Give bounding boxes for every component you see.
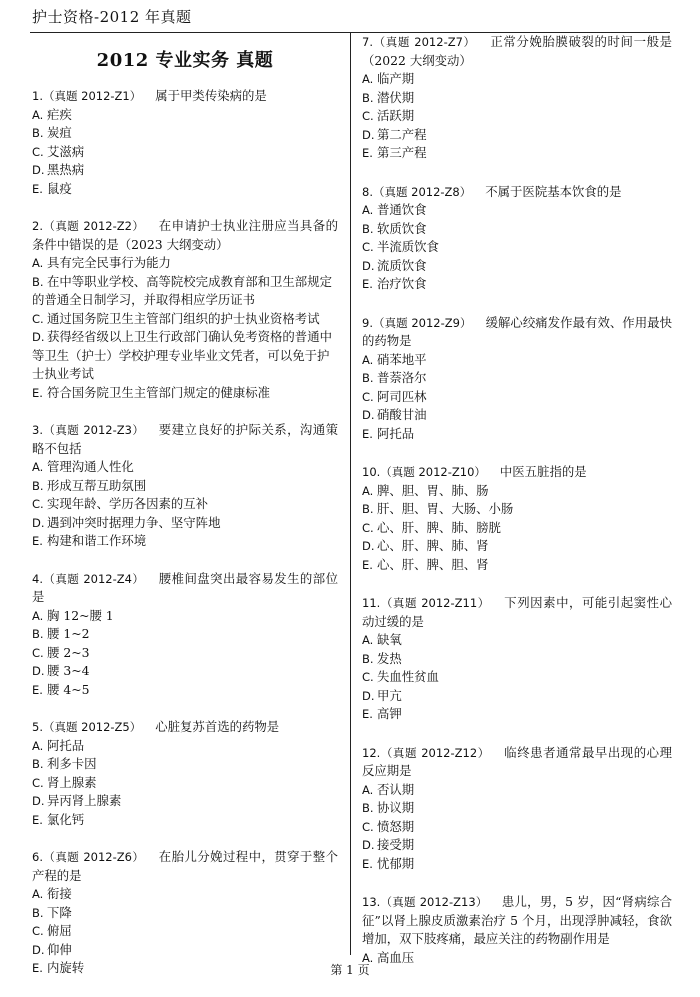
question-text: 缓解心绞痛发作最有效、作用最快的药物是 — [362, 314, 672, 348]
question-source: （真题 2012-Z12） — [380, 745, 490, 760]
option-letter: D. — [32, 794, 45, 808]
question-stem — [362, 183, 672, 202]
question-source: （真题 2012-Z7） — [372, 35, 476, 49]
answer-option — [362, 781, 672, 800]
question-source: （真题 2012-Z9） — [372, 315, 472, 330]
question-text: 临终患者通常最早出现的心理反应期是 — [362, 744, 672, 778]
option-letter: D. — [32, 330, 45, 344]
question-number: 3. — [32, 423, 43, 437]
question-number: 2. — [32, 219, 43, 233]
option-text: 腰 4~5 — [47, 681, 90, 697]
question-stem — [32, 217, 338, 254]
answer-option — [362, 705, 672, 724]
answer-option — [32, 737, 338, 756]
option-letter: D. — [32, 163, 45, 177]
answer-option — [362, 537, 672, 556]
option-text: 腰 3~4 — [47, 663, 90, 678]
answer-option — [362, 201, 672, 220]
option-letter: B. — [32, 126, 44, 140]
option-text: 下降 — [47, 904, 72, 920]
option-letter: E. — [32, 181, 43, 196]
answer-option — [362, 836, 672, 855]
question-text: 心脏复苏首选的药物是 — [155, 719, 280, 734]
question-number: 7. — [362, 35, 373, 49]
answer-option — [362, 369, 672, 388]
answer-option — [362, 107, 672, 126]
question-source: （真题 2012-Z1） — [42, 89, 142, 103]
answer-option — [362, 855, 672, 874]
page-footer: 第 1 页 — [330, 963, 370, 977]
option-text: 异丙肾上腺素 — [47, 793, 122, 808]
option-text: 普萘洛尔 — [377, 370, 427, 385]
option-text: 缺氧 — [377, 632, 402, 647]
question-number: 13. — [362, 895, 381, 909]
option-letter: E. — [32, 682, 43, 697]
question-source: （真题 2012-Z3） — [42, 423, 145, 437]
answer-option — [32, 792, 338, 811]
option-text: 普通饮食 — [377, 202, 427, 217]
option-letter: E. — [362, 277, 373, 291]
option-letter: C. — [32, 645, 44, 660]
answer-option — [32, 495, 338, 514]
answer-option — [32, 310, 338, 329]
option-letter: B. — [32, 478, 44, 493]
question-number: 8. — [362, 184, 373, 199]
option-letter: C. — [362, 240, 374, 254]
option-text: 发热 — [377, 650, 402, 666]
option-letter: E. — [362, 146, 373, 160]
option-text: 流质饮食 — [377, 257, 427, 273]
option-text: 阿司匹林 — [377, 388, 427, 404]
option-text: 阿托品 — [47, 737, 85, 753]
option-text: 否认期 — [377, 781, 415, 797]
option-letter: C. — [362, 819, 374, 834]
option-text: 在中等职业学校、高等院校完成教育部和卫生部规定的普通全日制学习，并取得相应学历证书 — [32, 273, 332, 307]
question-number: 5. — [32, 720, 43, 734]
option-text: 活跃期 — [377, 108, 415, 123]
question-stem — [32, 718, 338, 737]
option-letter: C. — [32, 497, 44, 511]
option-letter: E. — [32, 961, 43, 975]
answer-option — [32, 941, 338, 960]
option-letter: A. — [362, 950, 374, 965]
question-text: 患儿，男，5 岁，因“肾病综合征”以肾上腺皮质激素治疗 5 个月，出现浮肿减轻，食欲增加，双下肢疼痛，最应关注的药物副作用是 — [362, 894, 672, 946]
option-text: 治疗饮食 — [377, 276, 427, 291]
answer-option — [32, 774, 338, 793]
option-letter: B. — [362, 801, 374, 815]
question-block — [32, 217, 338, 402]
option-text: 硝酸甘油 — [377, 407, 427, 422]
question-stem — [362, 744, 672, 781]
option-letter: D. — [32, 942, 45, 957]
option-letter: A. — [362, 782, 374, 797]
option-letter: A. — [32, 107, 44, 122]
question-stem — [32, 848, 338, 885]
question-block — [32, 718, 338, 829]
answer-option — [32, 681, 338, 700]
answer-option — [32, 384, 338, 403]
option-text: 协议期 — [377, 800, 415, 815]
question-text: 在胎儿分娩过程中，贯穿于整个产程的是 — [32, 849, 338, 883]
answer-option — [362, 70, 672, 89]
option-letter: A. — [362, 203, 374, 217]
answer-option — [362, 89, 672, 108]
question-source: （真题 2012-Z13） — [380, 895, 488, 909]
option-letter: E. — [362, 557, 373, 572]
question-text: 在申请护士执业注册应当具备的条件中错误的是（2023 大纲变动） — [32, 218, 338, 252]
option-letter: E. — [362, 856, 373, 871]
question-text: 中医五脏指的是 — [499, 464, 587, 479]
answer-option — [362, 818, 672, 837]
answer-option — [362, 351, 672, 370]
option-letter: A. — [362, 633, 374, 647]
answer-option — [32, 458, 338, 477]
option-letter: B. — [362, 371, 374, 385]
answer-option — [362, 799, 672, 818]
option-letter: B. — [32, 627, 44, 641]
question-block — [362, 893, 672, 967]
option-letter: A. — [32, 887, 44, 901]
answer-option — [362, 687, 672, 706]
document-title: 2012 专业实务 真题 — [96, 50, 274, 71]
answer-option — [32, 477, 338, 496]
answer-option — [32, 106, 338, 125]
question-number: 4. — [32, 571, 43, 586]
option-text: 心、肝、脾、胆、肾 — [377, 556, 489, 572]
option-letter: C. — [362, 109, 374, 123]
question-number: 6. — [32, 850, 43, 864]
option-text: 第二产程 — [377, 126, 427, 142]
option-letter: B. — [32, 757, 44, 771]
option-text: 软质饮食 — [377, 220, 427, 236]
answer-option — [362, 406, 672, 425]
answer-option — [32, 625, 338, 644]
question-block — [362, 314, 672, 444]
option-text: 具有完全民事行为能力 — [47, 255, 171, 270]
option-text: 临产期 — [377, 71, 415, 86]
option-text: 炭疽 — [47, 125, 72, 140]
option-text: 脾、胆、胃、肺、肠 — [377, 482, 489, 498]
option-letter: E. — [32, 534, 43, 548]
option-letter: B. — [362, 90, 374, 105]
answer-option — [362, 144, 672, 163]
answer-option — [32, 328, 338, 384]
question-text: 属于甲类传染病的是 — [155, 88, 267, 103]
option-letter: D. — [362, 258, 375, 273]
question-block — [32, 848, 338, 978]
page-header — [30, 0, 670, 33]
question-block — [32, 570, 338, 700]
option-letter: E. — [362, 707, 373, 721]
option-text: 第三产程 — [377, 145, 427, 160]
question-block — [362, 463, 672, 574]
answer-option — [32, 180, 338, 199]
option-text: 鼠疫 — [47, 180, 72, 196]
option-letter: A. — [32, 256, 44, 270]
question-block — [32, 87, 338, 198]
option-text: 忧郁期 — [377, 855, 415, 871]
answer-option — [362, 425, 672, 444]
option-letter: C. — [32, 144, 44, 159]
answer-option — [32, 662, 338, 681]
question-source: （真题 2012-Z4） — [42, 571, 145, 586]
question-stem — [32, 570, 338, 607]
option-text: 愤怒期 — [377, 818, 415, 834]
question-source: （真题 2012-Z5） — [42, 720, 142, 734]
option-text: 通过国务院卫生主管部门组织的护士执业资格考试 — [47, 310, 320, 326]
option-text: 腰 2~3 — [47, 644, 90, 660]
answer-option — [32, 922, 338, 941]
option-text: 腰 1~2 — [47, 626, 90, 641]
option-letter: B. — [32, 905, 44, 920]
option-text: 仰伸 — [47, 941, 72, 957]
option-text: 肝、胆、胃、大肠、小肠 — [377, 501, 514, 516]
option-text: 硝苯地平 — [377, 351, 427, 367]
option-letter: D. — [362, 539, 375, 553]
option-letter: D. — [362, 127, 375, 142]
question-block — [362, 183, 672, 294]
option-text: 阿托品 — [377, 425, 415, 441]
question-text: 要建立良好的护际关系，沟通策略不包括 — [32, 422, 338, 456]
question-stem — [32, 87, 338, 106]
option-text: 内旋转 — [47, 960, 85, 975]
question-stem — [362, 314, 672, 351]
question-source: （真题 2012-Z10） — [380, 465, 486, 479]
option-letter: C. — [32, 311, 44, 326]
answer-option — [362, 482, 672, 501]
answer-option — [362, 668, 672, 687]
answer-option — [362, 388, 672, 407]
option-letter: A. — [362, 483, 374, 498]
option-letter: D. — [32, 664, 45, 678]
option-letter: D. — [362, 408, 375, 422]
option-text: 获得经省级以上卫生行政部门确认免考资格的普通中等卫生（护士）学校护理专业毕业文凭者，可以免于护士执业考试 — [32, 329, 332, 381]
answer-option — [32, 644, 338, 663]
option-text: 心、肝、脾、肺、肾 — [377, 538, 489, 553]
option-letter: B. — [32, 274, 44, 289]
answer-option — [32, 755, 338, 774]
option-text: 符合国务院卫生主管部门规定的健康标准 — [47, 384, 271, 400]
option-text: 高血压 — [377, 949, 415, 965]
question-text: 不属于医院基本饮食的是 — [485, 183, 622, 199]
option-letter: B. — [362, 502, 374, 516]
option-letter: A. — [362, 72, 374, 86]
answer-option — [32, 161, 338, 180]
question-source: （真题 2012-Z8） — [372, 184, 472, 199]
column-divider — [350, 33, 351, 955]
option-letter: E. — [362, 426, 373, 441]
question-source: （真题 2012-Z2） — [42, 219, 145, 233]
answer-option — [362, 556, 672, 575]
question-number: 1. — [32, 89, 43, 103]
answer-option — [362, 631, 672, 650]
option-letter: A. — [32, 460, 44, 474]
answer-option — [32, 514, 338, 533]
question-stem — [362, 893, 672, 949]
question-block — [362, 594, 672, 724]
answer-option — [32, 904, 338, 923]
question-block — [362, 33, 672, 163]
option-letter: B. — [362, 651, 374, 666]
answer-option — [362, 519, 672, 538]
option-text: 利多卡因 — [47, 756, 97, 771]
option-text: 心、肝、脾、肺、膀胱 — [377, 519, 501, 535]
option-text: 胸 12~腰 1 — [47, 607, 114, 623]
option-letter: D. — [32, 515, 45, 530]
question-source: （真题 2012-Z11） — [380, 596, 490, 610]
right-column — [362, 33, 672, 987]
option-letter: B. — [362, 221, 374, 236]
option-text: 肾上腺素 — [47, 774, 97, 790]
answer-option — [32, 143, 338, 162]
option-text: 俯屈 — [47, 923, 72, 938]
option-text: 失血性贫血 — [377, 669, 439, 684]
question-number: 9. — [362, 315, 373, 330]
option-letter: C. — [362, 520, 374, 535]
option-text: 构建和谐工作环境 — [47, 533, 147, 548]
option-letter: C. — [32, 924, 44, 938]
option-text: 衔接 — [47, 886, 72, 901]
question-block — [362, 744, 672, 874]
option-text: 实现年龄、学历各因素的互补 — [47, 496, 209, 511]
option-letter: D. — [362, 838, 375, 852]
option-letter: C. — [32, 775, 44, 790]
answer-option — [32, 885, 338, 904]
option-text: 疟疾 — [47, 106, 72, 122]
header-title: 护士资格-2012 年真题 — [32, 8, 192, 26]
left-column — [32, 33, 338, 997]
answer-option — [362, 126, 672, 145]
question-number: 12. — [362, 745, 381, 760]
answer-option — [362, 257, 672, 276]
option-letter: E. — [32, 812, 43, 827]
option-letter: C. — [362, 389, 374, 404]
answer-option — [32, 124, 338, 143]
question-text: 下列因素中，可能引起窦性心动过缓的是 — [362, 595, 672, 629]
option-text: 半流质饮食 — [377, 239, 439, 254]
answer-option — [32, 273, 338, 310]
option-text: 形成互帮互助氛围 — [47, 477, 147, 493]
question-text: 正常分娩胎膜破裂的时间一般是（2022 大纲变动） — [362, 34, 672, 68]
answer-option — [32, 532, 338, 551]
option-text: 艾滋病 — [47, 143, 85, 159]
question-source: （真题 2012-Z6） — [42, 850, 145, 864]
question-block — [32, 421, 338, 551]
question-number: 10. — [362, 465, 381, 479]
answer-option — [362, 220, 672, 239]
option-letter: E. — [32, 385, 43, 400]
option-letter: C. — [362, 670, 374, 684]
question-stem — [362, 33, 672, 70]
answer-option — [32, 811, 338, 830]
option-text: 接受期 — [377, 837, 415, 852]
answer-option — [362, 650, 672, 669]
option-text: 管理沟通人性化 — [47, 459, 134, 474]
question-stem — [362, 463, 672, 482]
option-letter: A. — [362, 352, 374, 367]
question-stem — [362, 594, 672, 631]
answer-option — [32, 254, 338, 273]
answer-option — [362, 275, 672, 294]
answer-option — [362, 238, 672, 257]
question-stem — [32, 421, 338, 458]
option-text: 高钾 — [377, 706, 402, 721]
option-letter: D. — [362, 688, 375, 703]
option-text: 氯化钙 — [47, 811, 85, 827]
answer-option — [362, 500, 672, 519]
option-text: 甲亢 — [377, 687, 402, 703]
option-text: 黑热病 — [47, 162, 85, 177]
question-number: 11. — [362, 596, 381, 610]
answer-option — [32, 607, 338, 626]
option-text: 遇到冲突时据理力争、坚守阵地 — [47, 514, 221, 530]
option-text: 潜伏期 — [377, 89, 415, 105]
option-letter: A. — [32, 738, 44, 753]
question-text: 腰椎间盘突出最容易发生的部位是 — [32, 570, 338, 604]
option-letter: A. — [32, 608, 44, 623]
